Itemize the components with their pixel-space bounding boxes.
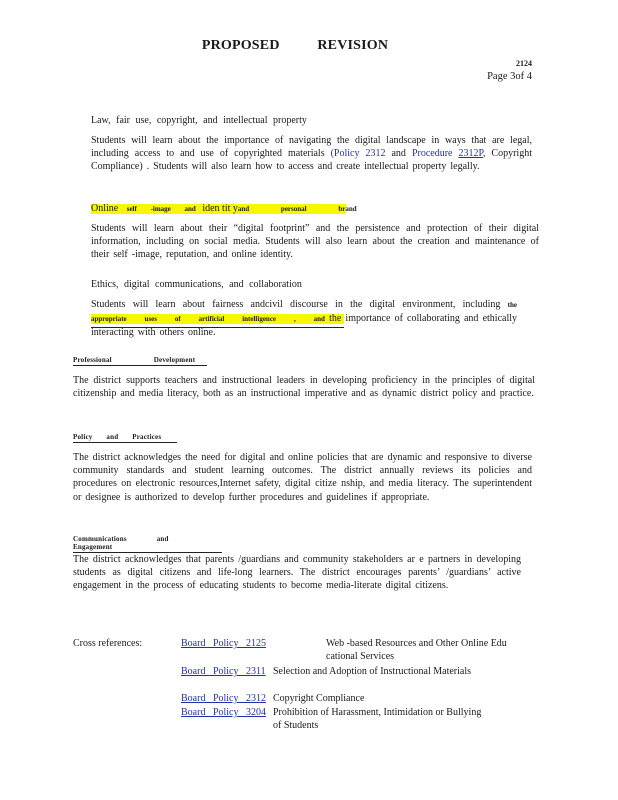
topic-body-ethics [91, 298, 517, 340]
section-body-communications: The district acknowledges that parents /guardians and community stakeholders ar e partners in developing students as digital citizens and life-long learners. The district encourages parents’ /guardians’ active engagement in the process of educating students to become media-literate digital citizens. [73, 554, 521, 592]
heading-word-2: iden tit y [202, 203, 238, 214]
board-policy-3204-link[interactable]: Board Policy 3204 [181, 707, 266, 718]
topic-heading-law: Law, fair use, copyright, and intellectual property [91, 115, 307, 126]
topic-heading-online [91, 203, 357, 214]
topic-body-text: Students will learn about the importance of navigating the digital landscape in ways that are legal, including access to and use of copyrighted materials [91, 135, 532, 160]
cross-ref-desc-3204: Prohibition of Harassment, Intimidation or Bullying of Students [273, 707, 482, 731]
section-body-policy-practices: The district acknowledges the need for digital and online policies that are dynamic and responsive to diverse community standards and student learning outcomes. The district annually reviews its policies and procedures on electronic resources,Internet safety, digital citize nship, and media literacy. The superintendent or designee is authorized to develop further procedures and guidelines if appropriate. [73, 452, 532, 503]
topic-heading-ethics: Ethics, digital communications, and collaboration [91, 279, 302, 290]
procedure-link-label[interactable]: Procedure [411, 148, 453, 160]
highlighted-term-1: self -image and [126, 205, 196, 213]
policy-number: 2124 [516, 59, 532, 68]
section-body-professional-development: The district supports teachers and instructional leaders in developing proficiency in the principles of digital citizenship and media literacy, both as an instructional imperative and as dynamic district policy and practice. [73, 375, 535, 400]
board-policy-2311-link[interactable]: Board Policy 2311 [181, 666, 266, 677]
document-title: PROPOSED REVISION [201, 38, 389, 53]
highlighted-ai-text: the appropriate uses of artificial intelligence , and [91, 301, 517, 324]
cross-ref-desc-2312: Copyright Compliance [273, 693, 365, 704]
topic-body-text: Students will learn about fairness andcivil discourse in the digital environment, including [91, 299, 501, 310]
topic-body-law [91, 134, 532, 174]
cross-ref-desc-text: Selection and Adoption of Instructional Materials [273, 666, 472, 677]
section-heading-professional-development: Professional Development [73, 356, 207, 366]
board-policy-2125-link[interactable]: Board Policy 2125 [181, 638, 266, 649]
topic-body-text-end: , Copyright Compliance) . Students will also learn how to access and create intellectual property legally. [91, 148, 532, 173]
section-heading-policy-practices: Policy and Practices [73, 433, 177, 443]
cross-references-label: Cross references: [73, 638, 143, 649]
underline [91, 327, 344, 328]
procedure-2312p-link[interactable]: 2312P [458, 148, 483, 160]
board-policy-2312-link[interactable]: Board Policy 2312 [181, 693, 266, 704]
highlighted-term-2: and personal brand [237, 205, 357, 213]
heading-word: Online [91, 203, 119, 214]
cross-ref-desc-2311 [273, 665, 473, 678]
policy-2312-link[interactable]: (Policy 2312 [330, 148, 386, 160]
section-heading-communications: Communications and Engagement [73, 535, 222, 553]
page-number: Page 3of 4 [487, 71, 532, 82]
conjunction: and [391, 148, 406, 160]
cross-ref-desc-2125: Web -based Resources and Other Online Edu cational Services [326, 638, 507, 662]
topic-body-text-end: the importance of collaborating and ethically interacting with others online. [91, 313, 518, 339]
topic-body-online: Students will learn about their “digital footprint” and the persistence and protection of their digital information, including on social media. Students will also learn about the creation and maintenance of their self -image, reputation, and online identity. [91, 223, 539, 261]
